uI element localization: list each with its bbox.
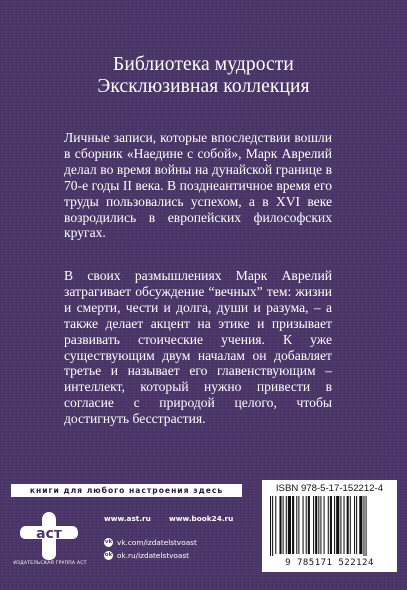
publisher-name: ИЗДАТЕЛЬСКАЯ ГРУППА АСТ (13, 561, 87, 566)
description-paragraph-1: Личные записи, которые впоследствии вошли в сборник «Наедине с собой», Марк Аврелий делал во время войны на дунайской границе в 70-е годы II века. В позднеантичное время его труды пользовались успехом, а в XVI веке возродились в европейских философских кругах. (64, 130, 332, 241)
website-link-ast[interactable]: www.ast.ru (104, 514, 151, 523)
description-paragraph-2: В своих размышлениях Марк Аврелий затрагивает обсуждение “вечных” тем: жизни и смерти, чести и долга, души и разума, – а также делает акцент на этике и призывает развивать стоические учения. К уже существующим двум началам он добавляет третье и называет его главенствующим – интеллект, который нужно привести в согласие с природой целого, чтобы достигнуть бесстрастия. (64, 268, 332, 427)
social-link-vk-text: vk.com/izdatelstvoast (117, 538, 197, 547)
isbn-label: ISBN 978-5-17-152212-4 (275, 483, 384, 494)
barcode-icon (270, 496, 389, 556)
logo-text: аст (36, 526, 62, 542)
social-link-vk[interactable] (104, 538, 197, 547)
social-link-ok-text: ok.ru/izdatelstvoast (117, 551, 190, 560)
website-link-book24[interactable]: www.book24.ru (169, 514, 234, 523)
social-link-ok[interactable] (104, 551, 189, 560)
series-subtitle: Эксклюзивная коллекция (97, 76, 310, 97)
series-title: Библиотека мудрости (113, 54, 294, 75)
barcode-number: 9 785171 522124 (285, 558, 374, 568)
barcode-panel (262, 480, 397, 572)
vk-icon: vk (104, 539, 113, 545)
tagline-banner: книги для любого настроения здесь (11, 484, 242, 497)
ast-logo-icon (16, 508, 82, 560)
ok-icon: ok (104, 552, 113, 558)
